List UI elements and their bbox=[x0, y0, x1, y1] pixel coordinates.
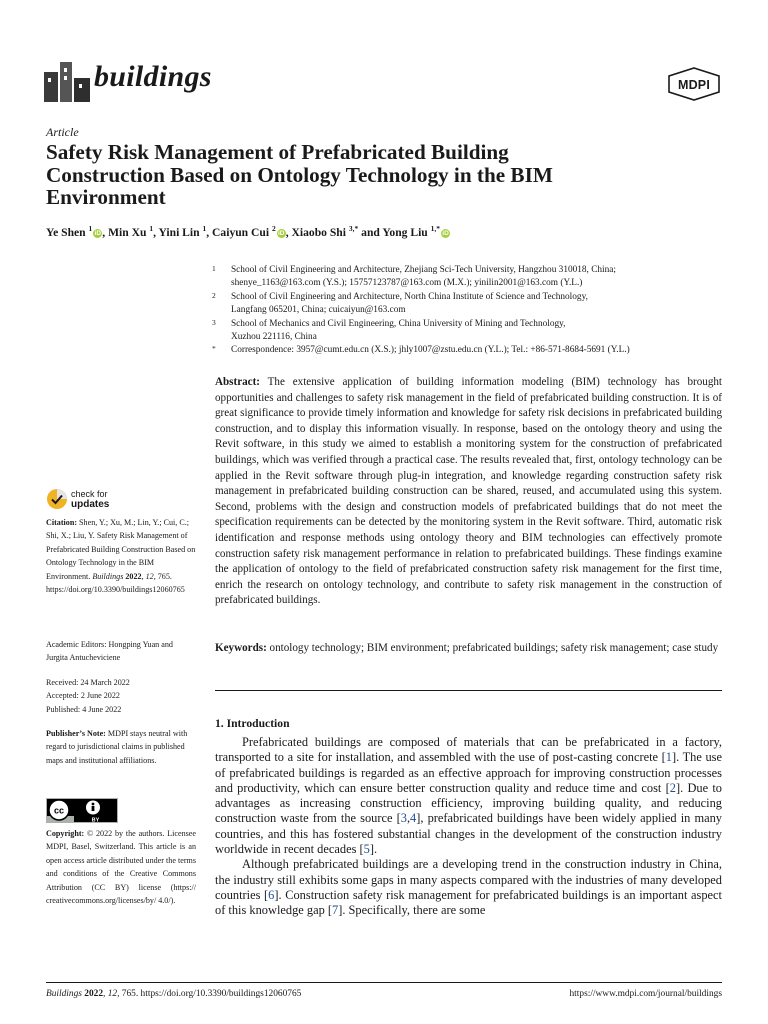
paragraph-text: ]. The use of prefabricated buildings is regarded as an effective approach for improving construction processes and productivity, which can ensure better construction quality and reduce time and cost [ bbox=[215, 750, 722, 795]
reference-link[interactable]: 1 bbox=[665, 750, 672, 765]
affiliation-line: Xuzhou 221116, China bbox=[231, 332, 317, 343]
affiliation-mark: 3 bbox=[212, 317, 216, 327]
footer-citation: Buildings 2022, 12, 765. https://doi.org/10.3390/buildings12060765 bbox=[46, 989, 302, 999]
svg-text:cc: cc bbox=[53, 805, 65, 816]
section-divider bbox=[215, 690, 722, 691]
publisher-note-label: Publisher’s Note: bbox=[46, 729, 106, 738]
affiliation-text bbox=[231, 344, 727, 357]
affiliation-text bbox=[231, 318, 727, 345]
reference-link[interactable]: 5 bbox=[363, 842, 370, 857]
introduction-body bbox=[215, 735, 722, 919]
author-name: Yini Lin bbox=[158, 225, 200, 239]
introduction-paragraph bbox=[215, 735, 722, 857]
author-affiliation-mark: 2 bbox=[271, 224, 276, 233]
reference-link[interactable]: 6 bbox=[268, 887, 275, 902]
author-affiliation-mark: 3,* bbox=[348, 224, 359, 233]
citation-part: Buildings bbox=[92, 571, 124, 581]
citation-part: 2022 bbox=[125, 571, 142, 581]
reference-link[interactable]: 7 bbox=[332, 903, 339, 918]
citation bbox=[46, 516, 196, 596]
footer-year: 2022 bbox=[84, 989, 104, 999]
author-affiliation-mark: 1 bbox=[149, 224, 154, 233]
paragraph-text: ]. Specifically, there are some bbox=[338, 903, 486, 918]
keywords-label: Keywords: bbox=[215, 642, 267, 654]
author-affiliation-mark: 1 bbox=[202, 224, 207, 233]
orcid-icon[interactable]: iD bbox=[442, 229, 449, 237]
reference-link[interactable]: 3 bbox=[400, 811, 407, 826]
publisher-note-text: MDPI stays neutral with regard to jurisdictional claims in published maps and institutional affiliations. bbox=[46, 729, 188, 765]
affiliation-line: Correspondence: 3957@cumt.edu.cn (X.S.); jhly1007@zstu.edu.cn (Y.L.); Tel.: +86-571-8684-5691 (Y.L.) bbox=[231, 345, 630, 356]
keywords-text: ontology technology; BIM environment; prefabricated buildings; safety risk management; case study bbox=[269, 642, 719, 654]
copyright-notice bbox=[46, 827, 196, 907]
reference-link[interactable]: 2 bbox=[669, 780, 676, 795]
date-line: Published: 4 June 2022 bbox=[46, 704, 122, 714]
author-name: Yong Liu bbox=[382, 225, 428, 239]
citation-part: , 765. https://doi.org/10.3390/buildings12060765 bbox=[46, 571, 185, 595]
abstract-text: The extensive application of building information modeling (BIM) technology has brought opportunities and challenges to safety risk management in the field of prefabricated building construction. It is of great significance to provide timely information and knowledge for safety risk decisions in prefabricated building construction, and to display this information visually. In response, based on the ontology theory and using the Revit software, in this study we aimed to establish a monitoring system for the construction of prefabricated buildings, which was verified through a practical case. The results revealed that, first, ontology technology can be applied in the Revit software through plug-in integration, and knowledge regarding construction safety risk management in prefabricated building construction can be shared, reused, and accumulated using this system. Second, problems with the design and construction models of prefabricated buildings that do not meet the specification requirements can be detected by the monitoring system in the Revit software. Third, automatic risk identification and response methods using ontology theory and BIM technologies can effectively promote construction safety risk management performance in relation to prefabricated buildings. These findings examine the application of ontology to the field of prefabricated construction safety risk management for the first time, enrich the research on ontology technology, and contribute to safety risk management in the construction of prefabricated buildings. bbox=[215, 376, 722, 607]
affiliation-line: Langfang 065201, China; cuicaiyun@163.com bbox=[231, 305, 406, 316]
affiliation-text bbox=[231, 291, 727, 318]
affiliations bbox=[212, 264, 727, 358]
copyright-label: Copyright: bbox=[46, 829, 85, 838]
introduction-paragraph bbox=[215, 857, 722, 918]
introduction-heading: 1. Introduction bbox=[215, 717, 290, 730]
affiliation-line: School of Civil Engineering and Architecture, Zhejiang Sci-Tech University, Hangzhou 310018, China; bbox=[231, 265, 616, 275]
paragraph-text: , bbox=[406, 811, 411, 826]
affiliation-item bbox=[212, 344, 727, 357]
footer-doi: , 765. https://doi.org/10.3390/buildings12060765 bbox=[117, 989, 302, 999]
date-line: Accepted: 2 June 2022 bbox=[46, 691, 120, 701]
mdpi-logo bbox=[667, 67, 721, 101]
author-name: Ye Shen bbox=[46, 225, 86, 239]
date-line: Received: 24 March 2022 bbox=[46, 678, 130, 687]
footer-journal: Buildings bbox=[46, 989, 82, 999]
paragraph-text: Prefabricated buildings are composed of materials that can be prefabricated in a factory, transported to a site for installation, and assembled with the use of post-casting concrete [ bbox=[215, 735, 722, 765]
paragraph-text: ]. Due to advantages as increasing construction efficiency, improving building quality, and reducing construction waste from the source [ bbox=[215, 780, 723, 826]
buildings-logo-icon bbox=[44, 62, 90, 102]
author-name: Min Xu bbox=[108, 225, 147, 239]
author-affiliation-mark: 1,* bbox=[430, 224, 441, 233]
abstract bbox=[215, 375, 722, 609]
check-updates-icon bbox=[46, 488, 68, 510]
affiliation-line: School of Mechanics and Civil Engineering, China University of Mining and Technology, bbox=[231, 318, 566, 329]
journal-name: buildings bbox=[94, 60, 212, 93]
affiliation-item bbox=[212, 264, 727, 291]
affiliation-line: School of Civil Engineering and Architecture, North China Institute of Science and Technology, bbox=[231, 291, 588, 302]
citation-part: Citation: bbox=[46, 518, 78, 527]
paragraph-text: ]. bbox=[369, 842, 378, 857]
keywords bbox=[215, 641, 722, 657]
author-name: Caiyun Cui bbox=[212, 225, 270, 239]
affiliation-line: shenye_1163@163.com (Y.S.); 15757123787@163.com (M.X.); yinilin2001@163.com (Y.L.) bbox=[231, 278, 583, 289]
orcid-icon[interactable]: iD bbox=[277, 229, 285, 237]
footer-journal-url[interactable]: https://www.mdpi.com/journal/buildings bbox=[569, 989, 722, 999]
affiliation-text bbox=[231, 264, 727, 291]
cc-by-label: BY bbox=[91, 817, 100, 823]
affiliation-item bbox=[212, 318, 727, 345]
publication-dates bbox=[46, 676, 196, 716]
affiliation-mark: 1 bbox=[212, 264, 216, 273]
author-name: Xiaobo Shi bbox=[291, 225, 346, 239]
mdpi-logo-text: MDPI bbox=[677, 78, 711, 92]
affiliation-mark: * bbox=[212, 344, 216, 354]
affiliation-item bbox=[212, 291, 727, 318]
paragraph-text: ]. Construction safety risk management for prefabricated buildings is an important aspect of this knowledge gap [ bbox=[215, 887, 722, 918]
paragraph-text: Although prefabricated buildings are a developing trend in the construction industry in China, the industry still exhibits some gaps in many aspects compared with the industries of many developed countries [ bbox=[215, 857, 722, 902]
check-for-updates-button[interactable] bbox=[46, 488, 146, 512]
article-type: Article bbox=[46, 125, 79, 139]
citation-part: , bbox=[141, 571, 146, 581]
check-updates-line2: updates bbox=[71, 499, 110, 510]
cc-by-license-icon[interactable] bbox=[46, 798, 118, 823]
author-list: Ye Shen $^1$iD, Min Xu $^1$, Yini Lin $^1$, Caiyun Cui $^2$iD, Xiaobo Shi $^{3,*}$ and Yong Liu $^{1,*}$iD bbox=[46, 224, 449, 239]
copyright-text: © 2022 by the authors. Licensee MDPI, Basel, Switzerland. This article is an open access article distributed under the terms and conditions of the Creative Commons Attribution (CC BY) license (https:// creativecommons.org/licenses/by/ 4.0/). bbox=[46, 829, 196, 906]
check-updates-line1: check for bbox=[71, 489, 108, 499]
academic-editors: Academic Editors: Hongping Yuan and Jurgita Antucheviciene bbox=[46, 640, 173, 663]
abstract-label: Abstract: bbox=[215, 376, 260, 388]
author-affiliation-mark: 1 bbox=[88, 224, 93, 233]
citation-part: Shen, Y.; Xu, M.; Lin, Y.; Cui, C.; Shi, X.; Liu, Y. Safety Risk Management of Prefabricated Building Construction Based on Ontology Technology in the BIM Environment. bbox=[46, 518, 196, 581]
article-title: Safety Risk Management of Prefabricated Building Construction Based on Ontology Technology in the BIM Environment bbox=[46, 140, 553, 210]
reference-link[interactable]: 4 bbox=[410, 811, 417, 826]
footer-volume: 12 bbox=[107, 989, 118, 999]
affiliation-mark: 2 bbox=[212, 290, 216, 300]
paragraph-text: ], prefabricated buildings have been widely applied in many countries, and this has fostered substantial changes in the development of the construction industry worldwide in recent decades [ bbox=[215, 811, 723, 857]
orcid-icon[interactable]: iD bbox=[94, 229, 102, 237]
publisher-note bbox=[46, 727, 196, 767]
citation-part: 12 bbox=[145, 571, 154, 581]
footer-divider bbox=[46, 982, 722, 983]
